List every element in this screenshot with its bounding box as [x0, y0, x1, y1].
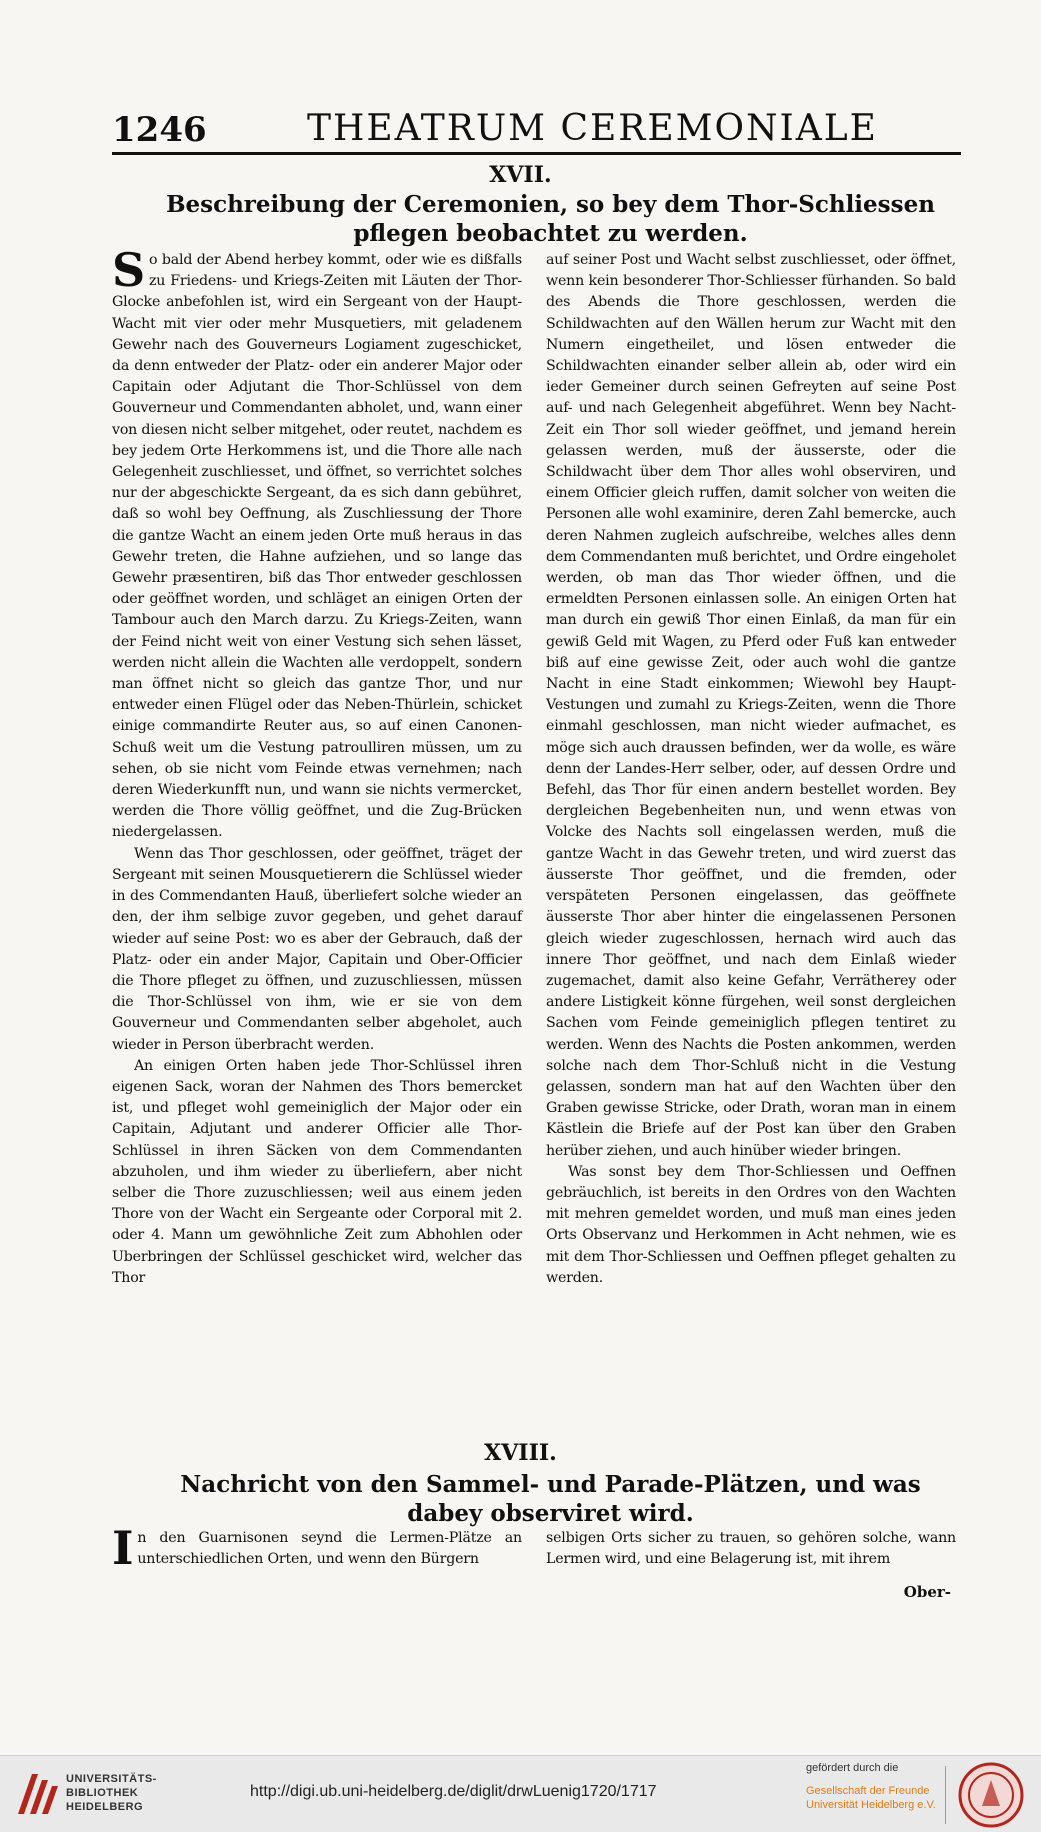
text-column-right — [546, 1528, 956, 1570]
running-head — [112, 108, 961, 155]
funded-by-label: gefördert durch die — [806, 1762, 899, 1774]
paragraph: An einigen Orten haben jede Thor-Schlüssel ihren eigenen Sack, woran der Nahmen des Thors bemercket ist, und pfleget wohl gemeiniglich der Major oder ein Capitain, Adjutant und anderer Officier alle Thor-Schlüssel in ihren Säcken von dem Commendanten abzuholen, und ihm wieder zu überliefern, aber nicht selber die Thore zuzuschliessen; weil aus einem jeden Thore von der Wacht ein Sergeante oder Corporal mit 2. oder 4. Mann um gewöhnliche Zeit zum Abhohlen oder Uberbringen der Schlüssel geschicket wird, welcher das Thor — [112, 1057, 522, 1286]
permalink-url[interactable]: http://digi.ub.uni-heidelberg.de/diglit/drwLuenig1720/1717 — [250, 1783, 657, 1800]
paragraph: Was sonst bey dem Thor-Schliessen und Oeffnen gebräuchlich, ist bereits in den Ordres von den Wachten mit mehren gemeldet worden, und muß man eines jeden Orts Observanz und Herkommen in Acht nehmen, wie es mit dem Thor-Schliessen und Oeffnen pfleget gehalten zu werden. — [546, 1163, 956, 1286]
drop-capital: I — [112, 1521, 134, 1575]
paragraph: selbigen Orts sicher zu trauen, so gehören solche, wann Lermen wird, und eine Belagerung ist, mit ihrem — [546, 1530, 956, 1568]
section-title: Nachricht von den Sammel- und Parade-Plätzen, und was dabey observiret wird. — [180, 1471, 921, 1527]
text-column-left — [112, 243, 522, 1430]
text-column-right — [546, 250, 956, 1430]
society-name: Gesellschaft der Freunde Universität Heidelberg e.V. — [806, 1785, 936, 1811]
section-title: Beschreibung der Ceremonien, so bey dem Thor-Schliessen pflegen beobachtet zu werden. — [166, 191, 935, 247]
drop-capital: S — [112, 243, 146, 297]
section-number: XVII. — [489, 162, 552, 188]
library-name: UNIVERSITÄTS- BIBLIOTHEK HEIDELBERG — [66, 1773, 157, 1813]
running-title: THEATRUM CEREMONIALE — [307, 108, 878, 149]
paragraph: So bald der Abend herbey kommt, oder wie es dißfalls zu Friedens- und Kriegs-Zeiten mit Läuten der Thor-Glocke anbefohlen ist, wird ein Sergeant von der Haupt-Wacht mit vier oder mehr Musquetiers, mit geladenem Gewehr nach des Gouverneurs Logiament zugeschicket, da denn entweder der Platz- oder ein anderer Major oder Capitain oder Adjutant die Thor-Schlüssel von dem Gouverneur und Commendanten abholet, und, wann einer von diesen nicht selber mitgehet, oder reutet, nachdem es bey jedem Orte Herkommens ist, und die Thore alle nach Gelegenheit zuschliesset, und öffnet, so verrichtet solches nur der abgeschickte Sergeant, da es sich dann gebühret, daß so wohl bey Oeffnung, als Zuschliessung der Thore die gantze Wacht an einem jeden Orte muß heraus in das Gewehr treten, die Hahne aufziehen, und so lange das Gewehr præsentiren, biß das Thor entweder geschlossen oder geöffnet worden, und schläget an einigen Orten der Tambour auch den March darzu. Zu Kriegs-Zeiten, wann der Feind nicht weit von einer Vestung sich sehen lässet, werden nicht allein die Wachten alle verdoppelt, sondern man öffnet nicht so gleich das gantze Thor, und nur entweder einen Flügel oder das Neben-Thürlein, schicket einige commandirte Reuter aus, so auf einen Canonen-Schuß weit um die Vestung patroulliren müssen, um zu sehen, ob sie nicht vom Feinde etwas vernehmen; nach deren Wiederkunfft nun, und wann sie nichts vermercket, werden die Thore völlig geöffnet, und die Zug-Brücken niedergelassen. — [112, 243, 522, 841]
page-number: 1246 — [112, 110, 207, 150]
paragraph: Wenn das Thor geschlossen, oder geöffnet, träget der Sergeant mit seinen Mousquetierern die Schlüssel wieder in des Commendanten Hauß, überliefert solche wieder an den, der ihm selbige zuvor gegeben, und gehet darauf wieder auf seine Post: wo es aber der Gebrauch, daß der Platz- oder ein ander Major, Capitain und Ober-Officier die Thore pfleget zu öffnen, und zuzuschliessen, müssen die Thor-Schlüssel von ihm, wie er sie von dem Gouverneur und Commendanten selber abgeholet, auch wieder in Person überbracht werden. — [112, 845, 522, 1053]
divider — [945, 1766, 946, 1824]
section-number: XVIII. — [484, 1440, 557, 1466]
university-library-logo-icon — [12, 1768, 60, 1820]
catchword: Ober- — [903, 1583, 951, 1601]
university-seal-icon — [958, 1762, 1024, 1828]
paragraph: In den Guarnisonen seynd die Lermen-Plätze an unterschiedlichen Orten, und wenn den Bürgern — [112, 1521, 522, 1575]
viewer-footer — [0, 1755, 1041, 1832]
text-column-left — [112, 1521, 522, 1575]
paragraph: auf seiner Post und Wacht selbst zuschliesset, oder öffnet, wenn kein besonderer Thor-Schliesser fürhanden. So bald des Abends die Thore geschlossen, werden die Schildwachten auf den Wällen herum zur Wacht mit den Numern eingetheilet, und lösen entweder die Schildwachten einander selber allein ab, oder wird ein ieder Gemeiner durch seinen Gefreyten auf seine Post auf- und nach Gelegenheit abgeführet. Wenn bey Nacht-Zeit ein Thor soll wieder geöffnet, und jemand herein gelassen werden, muß der äusserste, oder die Schildwacht über dem Thor alles wohl observiren, und einem Officier gleich ruffen, damit solcher von weiten die Personen alle wohl examinire, deren Zahl bemercke, auch deren Nahmen zugleich aufschreibe, welches alles denn dem Commendanten muß berichtet, und Ordre eingeholet werden, ob man das Thor wieder öffnen, und die ermeldten Personen einlassen solle. An einigen Orten hat man durch ein gewiß Thor einen Einlaß, da man für ein gewiß Geld mit Wagen, zu Pferd oder Fuß kan entweder biß auf eine gewisse Zeit, oder auch wohl die gantze Nacht in eine Stadt einkommen; Wiewohl bey Haupt-Vestungen und zumahl zu Kriegs-Zeiten, wenn die Thore einmahl geschlossen, man nicht wieder aufmachet, es möge sich auch draussen befinden, wer da wolle, es wäre denn der Landes-Herr selber, oder, auf dessen Ordre und Befehl, das Thor für einen andern bestellet worden. Bey dergleichen Begebenheiten nun, und wenn etwas von Volcke des Nachts soll eingelassen werden, muß die gantze Wacht in das Gewehr treten, und wird zuerst das äusserste Thor geöffnet, und die fremden, oder verspäteten Personen eingelassen, das geöffnete äusserste Thor aber hinter die eingelassenen Personen gleich wieder zugeschlossen, hernach wird auch das innere Thor geöffnet, und nach dem Einlaß wieder zugemachet, damit also keine Gefahr, Verrätherey oder andere Listigkeit könne fürgehen, weil sonst dergleichen Sachen vom Feinde gemeiniglich pflegen tentiret zu werden. Wenn des Nachts die Posten ankommen, werden solche nach dem Thor-Schluß nicht in die Vestung gelassen, sondern man hat auf den Wachten über den Graben gewisse Stricke, oder Drath, woran man in einem Kästlein die Briefe auf der Post kan über den Graben herüber ziehen, und auch hinüber wieder bringen. — [546, 252, 956, 1159]
